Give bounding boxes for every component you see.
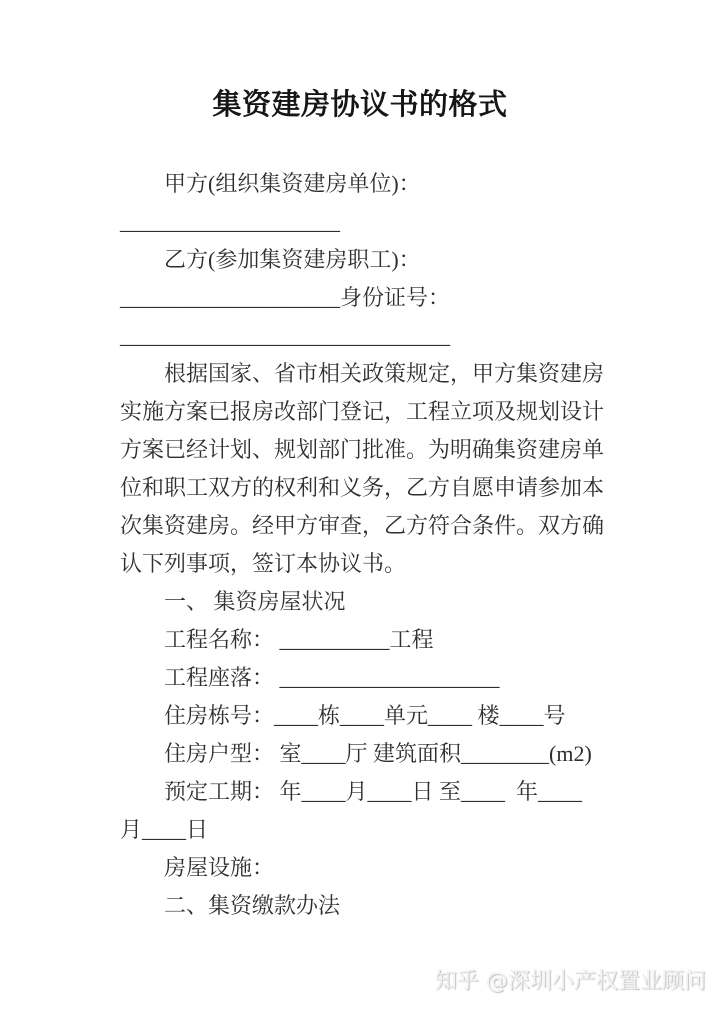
building-number-line: 住房栋号：____栋____单元____ 楼____号 [164,703,566,728]
party-a-blank-line: ____________________ [120,209,340,234]
section-1-heading: 一、 集资房屋状况 [164,589,346,614]
project-name-line: 工程名称： __________工程 [164,627,434,652]
party-a-line: 甲方(组织集资建房单位)： [164,171,421,196]
intro-paragraph-line: 位和职工双方的权利和义务，乙方自愿申请参加本 [120,475,605,500]
facilities-line: 房屋设施： [164,855,275,880]
unit-type-line: 住房户型： 室____厅 建筑面积________(m2) [164,741,592,766]
intro-paragraph-line: 方案已经计划、规划部门批准。为明确集资建房单 [120,437,605,462]
intro-paragraph-line: 实施方案已报房改部门登记，工程立项及规划设计 [120,399,605,424]
intro-paragraph [120,355,604,583]
project-location-line: 工程座落： ____________________ [164,665,500,690]
document-body [120,165,604,925]
party-b-blank-line: ______________________________ [120,323,450,348]
document-title: 集资建房协议书的格式 [212,87,508,121]
intro-paragraph-line: 次集资建房。经甲方审查，乙方符合条件。双方确 [120,513,605,538]
id-number-line: ____________________身份证号： [120,285,451,310]
intro-paragraph-line: 认下列事项，签订本协议书。 [120,551,407,576]
construction-period-wrap-line: 月____日 [120,817,209,842]
construction-period-line: 预定工期： 年____月____日 至____ 年____ [164,779,583,804]
zhihu-watermark: 知乎 @深圳小产权置业顾问 [435,969,706,994]
intro-paragraph-line: 根据国家、省市相关政策规定，甲方集资建房 [164,361,605,386]
section-2-heading: 二、集资缴款办法 [164,893,341,918]
party-b-line: 乙方(参加集资建房职工)： [164,247,421,272]
